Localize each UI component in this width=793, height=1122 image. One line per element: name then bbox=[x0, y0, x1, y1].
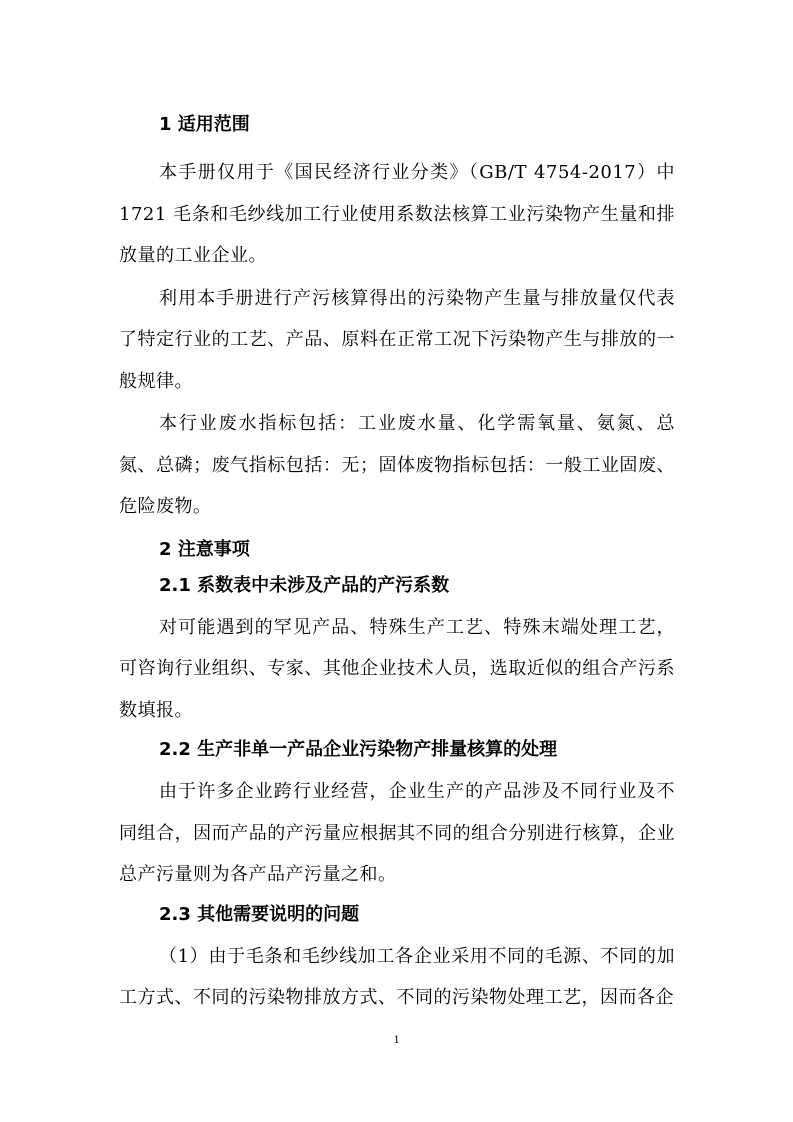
section-heading-scope: 1 适用范围 bbox=[159, 114, 250, 135]
paragraph-other-issues: （1）由于毛条和毛纱线加工各企业采用不同的毛源、不同的加工方式、不同的污染物排放方式、不同的污染物处理工艺，因而各企 bbox=[119, 945, 675, 1008]
section-heading-notes: 2 注意事项 bbox=[159, 538, 250, 560]
subsection-heading-other-issues: 2.3 其他需要说明的问题 bbox=[159, 903, 360, 925]
paragraph-multi-product: 由于许多企业跨行业经营，企业生产的产品涉及不同行业及不同组合，因而产品的产污量应根据其不同的组合分别进行核算，企业总产污量则为各产品产污量之和。 bbox=[119, 781, 675, 885]
paragraph-scope-indicators: 本行业废水指标包括：工业废水量、化学需氧量、氨氮、总氮、总磷；废气指标包括：无；固体废物指标包括：一般工业固废、危险废物。 bbox=[119, 413, 675, 517]
paragraph-uncovered-products: 对可能遇到的罕见产品、特殊生产工艺、特殊末端处理工艺，可咨询行业组织、专家、其他企业技术人员，选取近似的组合产污系数填报。 bbox=[119, 616, 675, 721]
paragraph-scope-meaning: 利用本手册进行产污核算得出的污染物产生量与排放量仅代表了特定行业的工艺、产品、原料在正常工况下污染物产生与排放的一般规律。 bbox=[119, 287, 675, 392]
subsection-heading-uncovered-products: 2.1 系数表中未涉及产品的产污系数 bbox=[159, 574, 450, 596]
subsection-heading-multi-product: 2.2 生产非单一产品企业污染物产排量核算的处理 bbox=[159, 739, 558, 760]
paragraph-scope-applicability: 本手册仅用于《国民经济行业分类》（GB/T 4754-2017）中 1721 毛条和毛纱线加工行业使用系数法核算工业污染物产生量和排放量的工业企业。 bbox=[119, 162, 675, 266]
page-number: 1 bbox=[393, 1032, 400, 1046]
page-content bbox=[119, 110, 675, 1020]
